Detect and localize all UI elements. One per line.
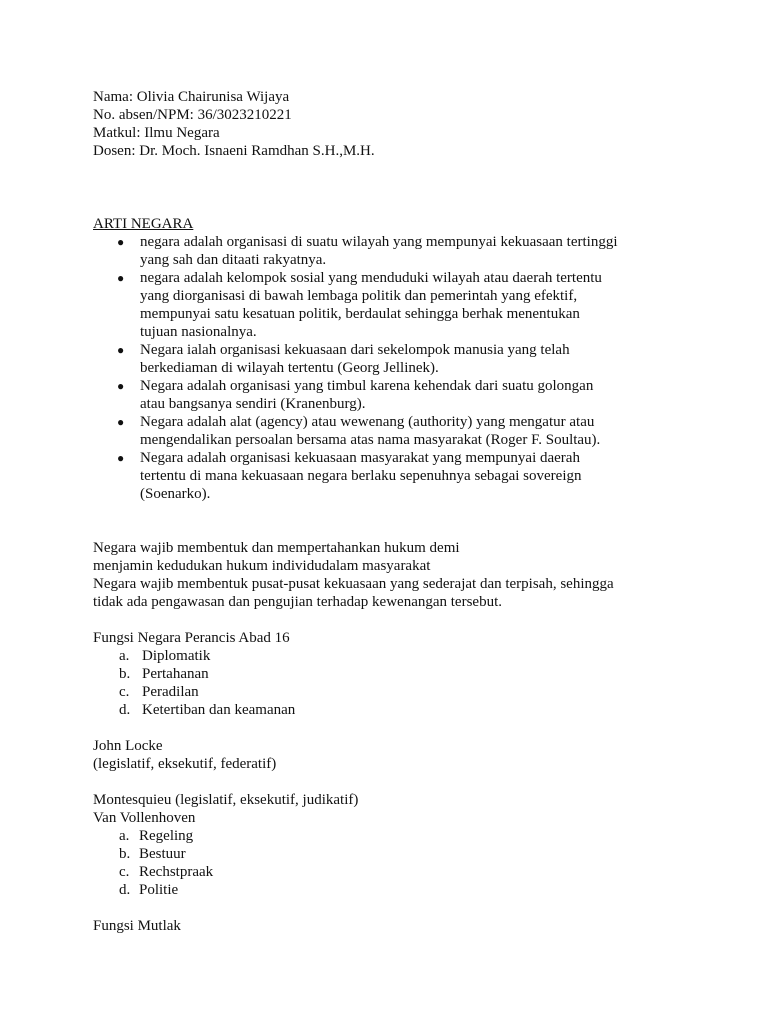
list-item-line: tujuan nasionalnya. [140, 324, 257, 340]
list-item-text: Pertahanan [142, 666, 209, 682]
list-item-text: Diplomatik [142, 648, 211, 664]
list-item [93, 881, 693, 899]
john-locke-section [93, 737, 693, 773]
bullet-icon: ● [117, 379, 125, 393]
list-item-line: Negara adalah organisasi kekuasaan masyarakat yang mempunyai daerah [140, 450, 580, 466]
list-item [93, 665, 693, 683]
list-item [93, 701, 693, 719]
list-item-line: (Soenarko). [140, 486, 211, 502]
fungsi-mutlak-heading: Fungsi Mutlak [93, 918, 181, 934]
list-item-line: negara adalah kelompok sosial yang menduduki wilayah atau daerah tertentu [140, 270, 602, 286]
list-item [93, 647, 693, 665]
fungsi-perancis-list [93, 647, 693, 719]
arti-negara-section [93, 215, 693, 503]
list-item-text: Politie [139, 882, 179, 898]
john-locke-heading: John Locke [93, 738, 163, 754]
document-page [93, 88, 693, 935]
van-vollenhoven-section [93, 809, 693, 899]
fungsi-perancis-heading: Fungsi Negara Perancis Abad 16 [93, 630, 290, 646]
bullet-icon: ● [117, 271, 125, 285]
paragraph-line: Negara wajib membentuk dan mempertahankan hukum demi [93, 540, 460, 556]
list-item-text: Regeling [139, 828, 194, 844]
lecturer-name: Dosen: Dr. Moch. Isnaeni Ramdhan S.H.,M.H. [93, 143, 375, 159]
bullet-icon: ● [117, 235, 125, 249]
list-item [93, 827, 693, 845]
list-item [93, 341, 693, 377]
course-name: Matkul: Ilmu Negara [93, 125, 220, 141]
list-item-line: atau bangsanya sendiri (Kranenburg). [140, 396, 366, 412]
bullet-icon: ● [117, 415, 125, 429]
paragraph-line: menjamin kedudukan hukum individudalam masyarakat [93, 558, 431, 574]
bullet-icon: ● [117, 343, 125, 357]
arti-negara-heading: ARTI NEGARA [93, 216, 194, 232]
list-item-text: Bestuur [139, 846, 186, 862]
list-item-line: negara adalah organisasi di suatu wilayah yang mempunyai kekuasaan tertinggi [140, 234, 618, 250]
list-item [93, 233, 693, 269]
list-marker: c. [119, 684, 130, 700]
list-item [93, 683, 693, 701]
list-item-line: mempunyai satu kesatuan politik, berdaulat sehingga berhak menentukan [140, 306, 580, 322]
kewajiban-paragraph [93, 539, 693, 611]
header-block [93, 88, 693, 160]
van-vollenhoven-heading: Van Vollenhoven [93, 810, 196, 826]
list-item-line: yang diorganisasi di bawah lembaga politik dan pemerintah yang efektif, [140, 288, 578, 304]
student-absen: No. absen/NPM: 36/3023210221 [93, 107, 292, 123]
john-locke-detail: (legislatif, eksekutif, federatif) [93, 756, 277, 772]
list-marker: a. [119, 828, 130, 844]
montesquieu-line: Montesquieu (legislatif, eksekutif, judikatif) [93, 792, 359, 808]
list-item [93, 845, 693, 863]
list-item [93, 269, 693, 341]
list-item [93, 449, 693, 503]
list-item [93, 413, 693, 449]
list-marker: d. [119, 702, 131, 718]
van-vollenhoven-list [93, 827, 693, 899]
student-name: Nama: Olivia Chairunisa Wijaya [93, 89, 290, 105]
paragraph-line: tidak ada pengawasan dan pengujian terhadap kewenangan tersebut. [93, 594, 502, 610]
list-marker: a. [119, 648, 130, 664]
list-marker: b. [119, 846, 131, 862]
list-item-line: mengendalikan persoalan bersama atas nama masyarakat (Roger F. Soultau). [140, 432, 601, 448]
list-item [93, 377, 693, 413]
list-marker: d. [119, 882, 131, 898]
list-item [93, 863, 693, 881]
list-item-text: Ketertiban dan keamanan [142, 702, 296, 718]
list-item-line: Negara adalah organisasi yang timbul karena kehendak dari suatu golongan [140, 378, 594, 394]
list-item-line: Negara ialah organisasi kekuasaan dari sekelompok manusia yang telah [140, 342, 570, 358]
list-item-line: yang sah dan ditaati rakyatnya. [140, 252, 327, 268]
list-item-text: Peradilan [142, 684, 199, 700]
list-marker: b. [119, 666, 131, 682]
list-marker: c. [119, 864, 130, 880]
bullet-icon: ● [117, 451, 125, 465]
list-item-line: Negara adalah alat (agency) atau wewenang (authority) yang mengatur atau [140, 414, 595, 430]
list-item-line: berkediaman di wilayah tertentu (Georg Jellinek). [140, 360, 439, 376]
arti-negara-list [93, 233, 693, 503]
list-item-line: tertentu di mana kekuasaan negara berlaku sepenuhnya sebagai sovereign [140, 468, 582, 484]
paragraph-line: Negara wajib membentuk pusat-pusat kekuasaan yang sederajat dan terpisah, sehingga [93, 576, 614, 592]
fungsi-perancis-section [93, 629, 693, 719]
list-item-text: Rechstpraak [139, 864, 214, 880]
